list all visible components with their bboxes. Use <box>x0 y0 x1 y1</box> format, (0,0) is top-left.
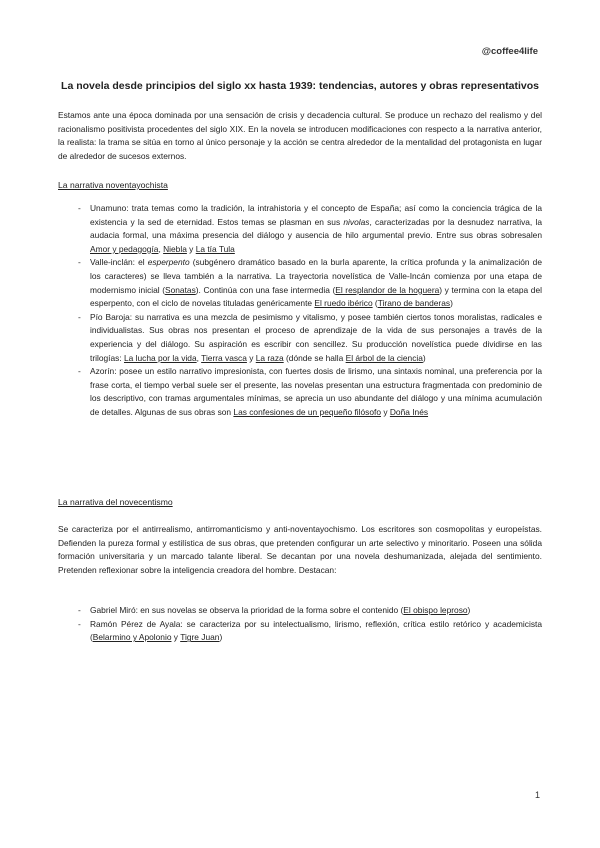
text-run: ) <box>422 352 426 363</box>
list-item-unamuno <box>0 202 600 256</box>
list-item-text <box>90 618 542 645</box>
text-run: ( <box>372 298 378 309</box>
bullet-dash: - <box>78 605 81 615</box>
intro-paragraph: Estamos ante una época dominada por una sensación de crisis y decadencia cultural. Se produce un rechazo del realismo y del racionalismo positivista procedentes del siglo XIX. En la novela se introducen modificaciones con respecto a la narrativa anterior, la realista: la trama se sitúa en torno al único personaje y la acción se centra alrededor de la mentalidad del protagonista en lugar de alrededor de sucesos externos. <box>58 110 542 161</box>
work-title: Niebla <box>163 243 187 254</box>
work-title: La raza <box>255 352 284 363</box>
list-item-azorin <box>0 365 600 419</box>
list-item-baroja <box>0 311 600 365</box>
text-run: Valle-inclán: el <box>90 257 148 268</box>
author-handle: @coffee4life <box>481 46 538 57</box>
text-run: , <box>158 243 164 254</box>
text-run: y <box>171 632 181 643</box>
work-title: El obispo leproso <box>403 605 468 615</box>
text-run: , caracterizadas por la desnudez narrativa, la audacia formal, una máxima presencia del diálogo y ausencia de hilo argumental previo. Entre sus obras sobresalen <box>90 216 542 241</box>
text-run: y <box>381 406 390 417</box>
list-item-valle-inclan <box>0 256 600 310</box>
text-run: ) y termina con la etapa del esperpento, con el ciclo de novelas tituladas genéricamente <box>90 284 542 309</box>
text-run: , <box>196 352 202 363</box>
bullet-dash: - <box>78 366 81 377</box>
work-title: El árbol de la ciencia <box>345 352 423 363</box>
bullet-dash: - <box>78 257 81 268</box>
text-run: Unamuno: trata temas como la tradición, la intrahistoria y el concepto de España; así como la conciencia trágica de la existencia y la sed de eternidad. Estos temas se plasman en sus <box>90 203 542 227</box>
text-run: ) <box>450 298 453 309</box>
text-run: ) <box>467 605 471 615</box>
list-item-text <box>90 202 542 256</box>
bullet-dash: - <box>78 203 81 213</box>
list-item-miro <box>0 604 600 618</box>
term-esperpento: esperpento <box>147 257 190 268</box>
list-item-text <box>90 311 542 365</box>
work-title: Belarmino y Apolonio <box>92 632 172 643</box>
bullet-dash: - <box>78 618 81 629</box>
noventayochista-list <box>0 202 600 420</box>
text-run: ) <box>219 632 223 643</box>
term-nivolas: nivolas <box>343 216 370 227</box>
list-item-text <box>90 365 542 419</box>
work-title: La tía Tula <box>195 243 235 254</box>
work-title: Sonatas <box>165 284 196 295</box>
section-heading-novecentismo: La narrativa del novecentismo <box>58 497 173 507</box>
text-run: Ramón Pérez de Ayala: se caracteriza por su intelectualismo, lirismo, reflexión, crítica estilo retórico y academicista ( <box>90 618 542 643</box>
text-run: Pío Baroja: su narrativa es una mezcla de pesimismo y vitalismo, y posee también ciertos tonos moralistas, radicales e individualistas. Sus obras nos presentan el proceso de aprendizaje de la vida de sus personajes a través de la experiencia y del diálogo. Su aspiración es escribir con sencillez. Su producción novelística puede dividirse en las trilogías: <box>90 311 542 363</box>
text-run: (dónde se halla <box>283 352 346 363</box>
work-title: La lucha por la vida <box>123 352 197 363</box>
list-item-perez-de-ayala <box>0 618 600 645</box>
text-run: (subgénero dramático basado en la burla aparente, la crítica profunda y la animalización de los caracteres) se lleva también a la narrativa. La trayectoria novelística de Valle-Incán comienza por una etapa de modernismo inicial ( <box>90 257 542 295</box>
page-title: La novela desde principios del siglo xx hasta 1939: tendencias, autores y obras representativos <box>61 80 539 92</box>
work-title: Amor y pedagogía <box>90 243 159 254</box>
text-run: y <box>246 352 256 363</box>
text-run: ). Continúa con una fase intermedia ( <box>195 284 336 295</box>
work-title: Tigre Juan <box>180 632 220 643</box>
page-number: 1 <box>534 790 540 800</box>
work-title: Las confesiones de un pequeño filósofo <box>233 406 382 417</box>
text-run: Azorín: posee un estilo narrativo impresionista, con fuertes dosis de lirismo, una sintaxis nominal, una preferencia por la frase corta, el tiempo verbal suele ser el presente, las novelas presentan una estructura fragmentada con predominio de los descriptivo, con tramas argumentales mínimas, se aprecia un uso abundante del diálogo y una mínima acumulación de detalles. Algunas de sus obras son <box>90 366 542 417</box>
section-heading-noventayochista: La narrativa noventayochista <box>58 180 168 190</box>
work-title: Tirano de banderas <box>377 298 451 309</box>
work-title: Tierra vasca <box>201 352 247 363</box>
novecentismo-paragraph: Se caracteriza por el antirrealismo, antirromanticismo y anti-noventayochismo. Los escritores son cosmopolitas y europeístas. Defienden la pureza formal y estilística de sus obras, que pretenden configurar un arte selectivo y minoritario. Poseen una sólida formación universitaria y un marcado talante liberal. Se decantan por una novela deshumanizada, alejada del sentimiento. Pretenden reflexionar sobre la inteligencia creadora del hombre. Destacan: <box>58 524 542 575</box>
work-title: Doña Inés <box>389 406 429 417</box>
text-run: Gabriel Miró: en sus novelas se observa la prioridad de la forma sobre el contenido ( <box>90 605 404 615</box>
work-title: El ruedo ibérico <box>314 298 373 309</box>
work-title: El resplandor de la hoguera <box>335 284 440 295</box>
list-item-text <box>90 604 542 618</box>
novecentismo-list <box>0 604 600 645</box>
bullet-dash: - <box>78 311 81 322</box>
text-run: y <box>186 243 196 254</box>
list-item-text <box>90 256 542 310</box>
